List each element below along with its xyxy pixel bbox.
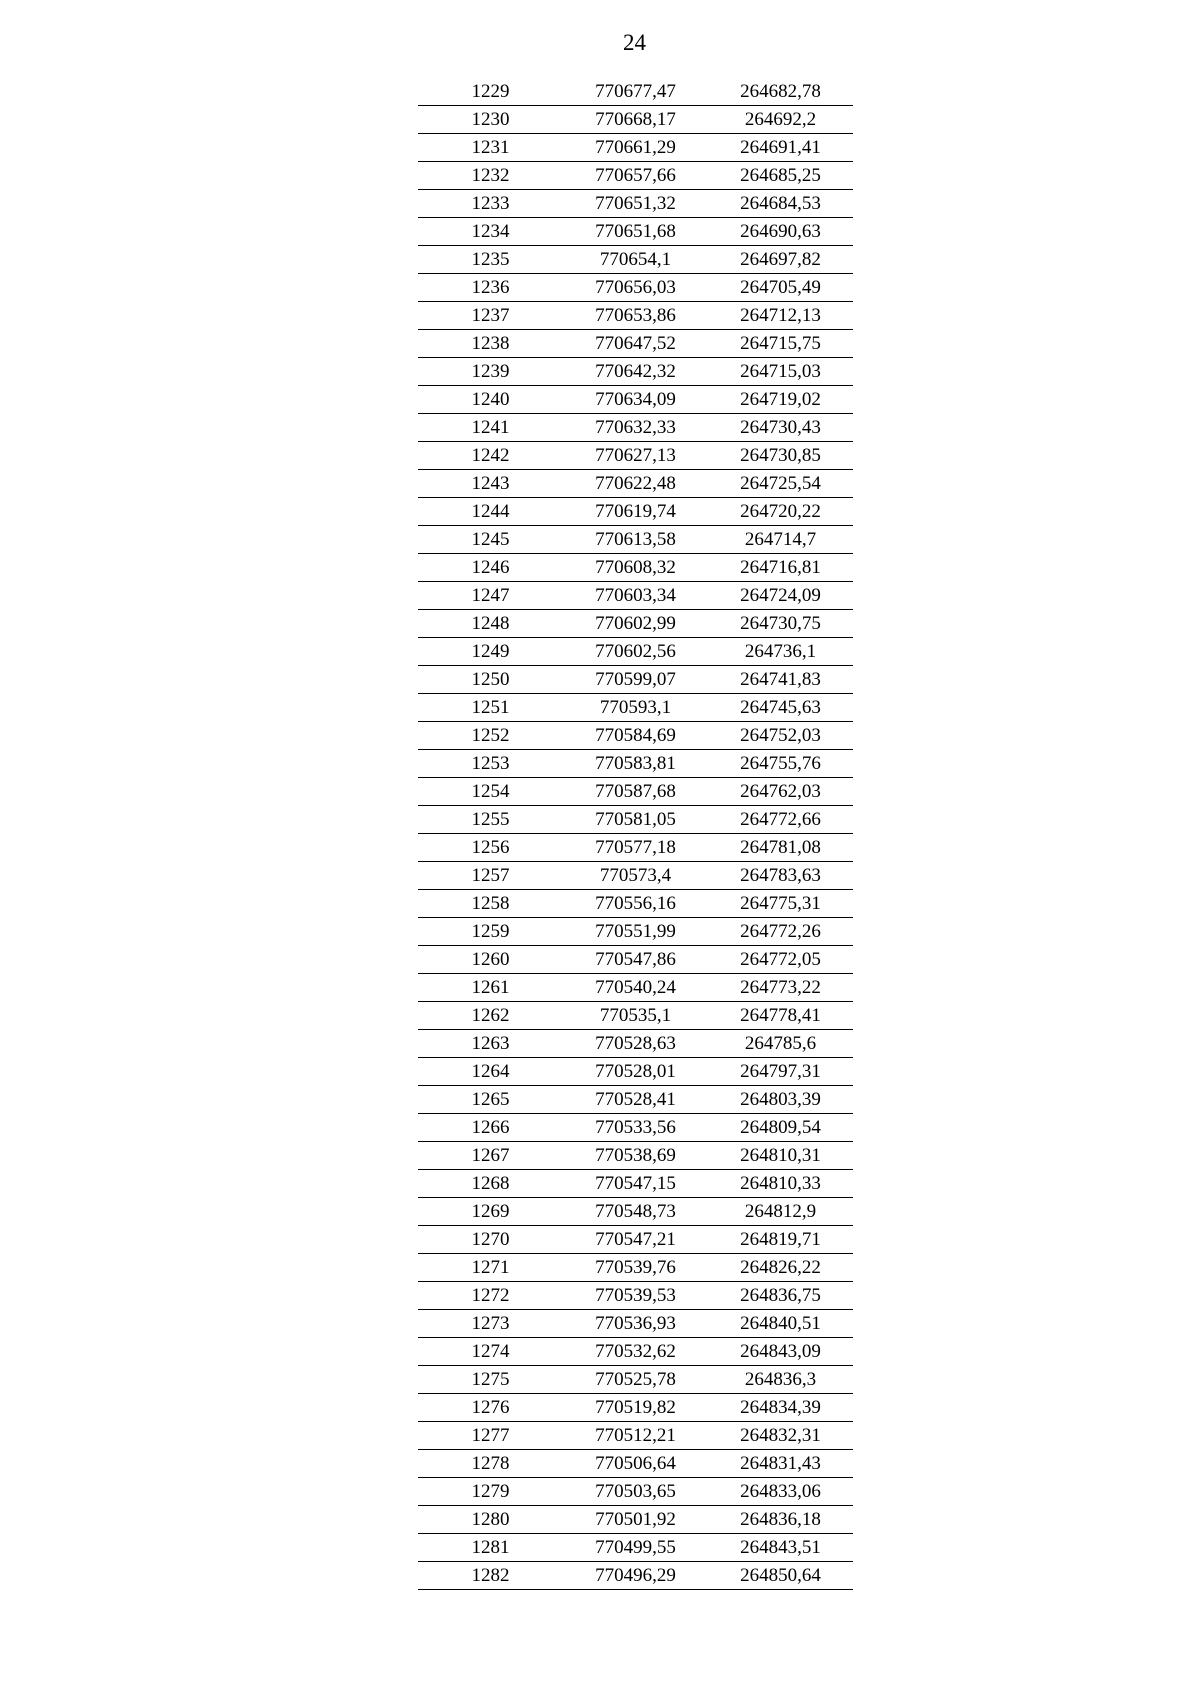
y-coordinate-cell: 264715,03 — [708, 358, 853, 386]
table-row — [418, 1338, 853, 1366]
coordinates-table — [418, 78, 853, 1590]
table-row — [418, 330, 853, 358]
x-coordinate-cell: 770556,16 — [563, 890, 708, 918]
x-coordinate-cell: 770654,1 — [563, 246, 708, 274]
x-coordinate-cell: 770627,13 — [563, 442, 708, 470]
table-row — [418, 610, 853, 638]
point-number-cell: 1260 — [418, 946, 563, 974]
point-number-cell: 1264 — [418, 1058, 563, 1086]
point-number-cell: 1240 — [418, 386, 563, 414]
table-row — [418, 1030, 853, 1058]
point-number-cell: 1268 — [418, 1170, 563, 1198]
y-coordinate-cell: 264833,06 — [708, 1478, 853, 1506]
x-coordinate-cell: 770647,52 — [563, 330, 708, 358]
point-number-cell: 1230 — [418, 106, 563, 134]
y-coordinate-cell: 264810,31 — [708, 1142, 853, 1170]
point-number-cell: 1235 — [418, 246, 563, 274]
point-number-cell: 1281 — [418, 1534, 563, 1562]
y-coordinate-cell: 264812,9 — [708, 1198, 853, 1226]
x-coordinate-cell: 770519,82 — [563, 1394, 708, 1422]
y-coordinate-cell: 264775,31 — [708, 890, 853, 918]
y-coordinate-cell: 264850,64 — [708, 1562, 853, 1590]
point-number-cell: 1272 — [418, 1282, 563, 1310]
table-row — [418, 1170, 853, 1198]
point-number-cell: 1233 — [418, 190, 563, 218]
point-number-cell: 1273 — [418, 1310, 563, 1338]
table-row — [418, 1282, 853, 1310]
y-coordinate-cell: 264725,54 — [708, 470, 853, 498]
table-row — [418, 974, 853, 1002]
x-coordinate-cell: 770651,68 — [563, 218, 708, 246]
point-number-cell: 1232 — [418, 162, 563, 190]
table-row — [418, 246, 853, 274]
table-row — [418, 834, 853, 862]
y-coordinate-cell: 264781,08 — [708, 834, 853, 862]
point-number-cell: 1277 — [418, 1422, 563, 1450]
x-coordinate-cell: 770577,18 — [563, 834, 708, 862]
y-coordinate-cell: 264719,02 — [708, 386, 853, 414]
point-number-cell: 1243 — [418, 470, 563, 498]
y-coordinate-cell: 264745,63 — [708, 694, 853, 722]
y-coordinate-cell: 264783,63 — [708, 862, 853, 890]
table-row — [418, 778, 853, 806]
table-row — [418, 218, 853, 246]
table-row — [418, 638, 853, 666]
x-coordinate-cell: 770501,92 — [563, 1506, 708, 1534]
x-coordinate-cell: 770528,63 — [563, 1030, 708, 1058]
y-coordinate-cell: 264692,2 — [708, 106, 853, 134]
x-coordinate-cell: 770547,15 — [563, 1170, 708, 1198]
x-coordinate-cell: 770593,1 — [563, 694, 708, 722]
y-coordinate-cell: 264772,05 — [708, 946, 853, 974]
y-coordinate-cell: 264724,09 — [708, 582, 853, 610]
point-number-cell: 1265 — [418, 1086, 563, 1114]
point-number-cell: 1248 — [418, 610, 563, 638]
table-row — [418, 498, 853, 526]
x-coordinate-cell: 770532,62 — [563, 1338, 708, 1366]
table-row — [418, 526, 853, 554]
table-row — [418, 1366, 853, 1394]
x-coordinate-cell: 770642,32 — [563, 358, 708, 386]
table-row — [418, 750, 853, 778]
point-number-cell: 1256 — [418, 834, 563, 862]
point-number-cell: 1276 — [418, 1394, 563, 1422]
point-number-cell: 1278 — [418, 1450, 563, 1478]
x-coordinate-cell: 770540,24 — [563, 974, 708, 1002]
table-row — [418, 666, 853, 694]
x-coordinate-cell: 770583,81 — [563, 750, 708, 778]
y-coordinate-cell: 264810,33 — [708, 1170, 853, 1198]
x-coordinate-cell: 770499,55 — [563, 1534, 708, 1562]
y-coordinate-cell: 264736,1 — [708, 638, 853, 666]
x-coordinate-cell: 770581,05 — [563, 806, 708, 834]
table-row — [418, 554, 853, 582]
point-number-cell: 1270 — [418, 1226, 563, 1254]
x-coordinate-cell: 770512,21 — [563, 1422, 708, 1450]
point-number-cell: 1231 — [418, 134, 563, 162]
x-coordinate-cell: 770613,58 — [563, 526, 708, 554]
x-coordinate-cell: 770603,34 — [563, 582, 708, 610]
table-row — [418, 386, 853, 414]
point-number-cell: 1253 — [418, 750, 563, 778]
x-coordinate-cell: 770506,64 — [563, 1450, 708, 1478]
x-coordinate-cell: 770536,93 — [563, 1310, 708, 1338]
y-coordinate-cell: 264803,39 — [708, 1086, 853, 1114]
y-coordinate-cell: 264685,25 — [708, 162, 853, 190]
table-row — [418, 274, 853, 302]
x-coordinate-cell: 770528,41 — [563, 1086, 708, 1114]
table-row — [418, 1002, 853, 1030]
y-coordinate-cell: 264690,63 — [708, 218, 853, 246]
y-coordinate-cell: 264730,43 — [708, 414, 853, 442]
x-coordinate-cell: 770496,29 — [563, 1562, 708, 1590]
x-coordinate-cell: 770547,21 — [563, 1226, 708, 1254]
point-number-cell: 1261 — [418, 974, 563, 1002]
point-number-cell: 1244 — [418, 498, 563, 526]
point-number-cell: 1245 — [418, 526, 563, 554]
point-number-cell: 1234 — [418, 218, 563, 246]
y-coordinate-cell: 264684,53 — [708, 190, 853, 218]
point-number-cell: 1263 — [418, 1030, 563, 1058]
x-coordinate-cell: 770533,56 — [563, 1114, 708, 1142]
x-coordinate-cell: 770619,74 — [563, 498, 708, 526]
table-row — [418, 470, 853, 498]
table-row — [418, 722, 853, 750]
y-coordinate-cell: 264834,39 — [708, 1394, 853, 1422]
table-row — [418, 1478, 853, 1506]
x-coordinate-cell: 770651,32 — [563, 190, 708, 218]
table-row — [418, 442, 853, 470]
point-number-cell: 1242 — [418, 442, 563, 470]
y-coordinate-cell: 264831,43 — [708, 1450, 853, 1478]
table-row — [418, 862, 853, 890]
table-row — [418, 78, 853, 106]
table-row — [418, 1254, 853, 1282]
point-number-cell: 1259 — [418, 918, 563, 946]
x-coordinate-cell: 770573,4 — [563, 862, 708, 890]
point-number-cell: 1237 — [418, 302, 563, 330]
y-coordinate-cell: 264752,03 — [708, 722, 853, 750]
y-coordinate-cell: 264705,49 — [708, 274, 853, 302]
y-coordinate-cell: 264843,09 — [708, 1338, 853, 1366]
point-number-cell: 1254 — [418, 778, 563, 806]
point-number-cell: 1258 — [418, 890, 563, 918]
point-number-cell: 1238 — [418, 330, 563, 358]
y-coordinate-cell: 264832,31 — [708, 1422, 853, 1450]
point-number-cell: 1250 — [418, 666, 563, 694]
y-coordinate-cell: 264778,41 — [708, 1002, 853, 1030]
table-row — [418, 946, 853, 974]
point-number-cell: 1267 — [418, 1142, 563, 1170]
point-number-cell: 1236 — [418, 274, 563, 302]
y-coordinate-cell: 264836,3 — [708, 1366, 853, 1394]
point-number-cell: 1282 — [418, 1562, 563, 1590]
y-coordinate-cell: 264809,54 — [708, 1114, 853, 1142]
table-row — [418, 358, 853, 386]
table-row — [418, 1506, 853, 1534]
x-coordinate-cell: 770551,99 — [563, 918, 708, 946]
x-coordinate-cell: 770535,1 — [563, 1002, 708, 1030]
y-coordinate-cell: 264762,03 — [708, 778, 853, 806]
x-coordinate-cell: 770661,29 — [563, 134, 708, 162]
x-coordinate-cell: 770538,69 — [563, 1142, 708, 1170]
point-number-cell: 1280 — [418, 1506, 563, 1534]
point-number-cell: 1247 — [418, 582, 563, 610]
table-row — [418, 162, 853, 190]
point-number-cell: 1279 — [418, 1478, 563, 1506]
point-number-cell: 1252 — [418, 722, 563, 750]
x-coordinate-cell: 770525,78 — [563, 1366, 708, 1394]
x-coordinate-cell: 770548,73 — [563, 1198, 708, 1226]
coordinates-table-body — [418, 78, 853, 1590]
table-row — [418, 694, 853, 722]
point-number-cell: 1274 — [418, 1338, 563, 1366]
page-number: 24 — [623, 30, 646, 55]
x-coordinate-cell: 770608,32 — [563, 554, 708, 582]
table-row — [418, 414, 853, 442]
x-coordinate-cell: 770602,56 — [563, 638, 708, 666]
table-row — [418, 890, 853, 918]
x-coordinate-cell: 770587,68 — [563, 778, 708, 806]
y-coordinate-cell: 264697,82 — [708, 246, 853, 274]
x-coordinate-cell: 770584,69 — [563, 722, 708, 750]
table-row — [418, 1562, 853, 1590]
point-number-cell: 1275 — [418, 1366, 563, 1394]
y-coordinate-cell: 264682,78 — [708, 78, 853, 106]
y-coordinate-cell: 264785,6 — [708, 1030, 853, 1058]
point-number-cell: 1239 — [418, 358, 563, 386]
table-row — [418, 1310, 853, 1338]
x-coordinate-cell: 770599,07 — [563, 666, 708, 694]
y-coordinate-cell: 264715,75 — [708, 330, 853, 358]
y-coordinate-cell: 264819,71 — [708, 1226, 853, 1254]
x-coordinate-cell: 770632,33 — [563, 414, 708, 442]
x-coordinate-cell: 770539,76 — [563, 1254, 708, 1282]
table-row — [418, 1198, 853, 1226]
table-row — [418, 190, 853, 218]
y-coordinate-cell: 264843,51 — [708, 1534, 853, 1562]
y-coordinate-cell: 264716,81 — [708, 554, 853, 582]
y-coordinate-cell: 264836,18 — [708, 1506, 853, 1534]
x-coordinate-cell: 770634,09 — [563, 386, 708, 414]
point-number-cell: 1271 — [418, 1254, 563, 1282]
table-row — [418, 1226, 853, 1254]
point-number-cell: 1241 — [418, 414, 563, 442]
x-coordinate-cell: 770528,01 — [563, 1058, 708, 1086]
y-coordinate-cell: 264773,22 — [708, 974, 853, 1002]
table-row — [418, 1086, 853, 1114]
point-number-cell: 1251 — [418, 694, 563, 722]
table-row — [418, 1422, 853, 1450]
table-row — [418, 806, 853, 834]
x-coordinate-cell: 770656,03 — [563, 274, 708, 302]
y-coordinate-cell: 264840,51 — [708, 1310, 853, 1338]
point-number-cell: 1257 — [418, 862, 563, 890]
table-row — [418, 1534, 853, 1562]
y-coordinate-cell: 264772,66 — [708, 806, 853, 834]
table-row — [418, 918, 853, 946]
x-coordinate-cell: 770622,48 — [563, 470, 708, 498]
x-coordinate-cell: 770677,47 — [563, 78, 708, 106]
y-coordinate-cell: 264714,7 — [708, 526, 853, 554]
x-coordinate-cell: 770653,86 — [563, 302, 708, 330]
y-coordinate-cell: 264691,41 — [708, 134, 853, 162]
x-coordinate-cell: 770657,66 — [563, 162, 708, 190]
x-coordinate-cell: 770547,86 — [563, 946, 708, 974]
y-coordinate-cell: 264826,22 — [708, 1254, 853, 1282]
y-coordinate-cell: 264836,75 — [708, 1282, 853, 1310]
table-row — [418, 134, 853, 162]
point-number-cell: 1255 — [418, 806, 563, 834]
x-coordinate-cell: 770668,17 — [563, 106, 708, 134]
table-row — [418, 106, 853, 134]
y-coordinate-cell: 264730,75 — [708, 610, 853, 638]
table-row — [418, 582, 853, 610]
point-number-cell: 1262 — [418, 1002, 563, 1030]
table-row — [418, 1394, 853, 1422]
point-number-cell: 1229 — [418, 78, 563, 106]
point-number-cell: 1246 — [418, 554, 563, 582]
x-coordinate-cell: 770503,65 — [563, 1478, 708, 1506]
y-coordinate-cell: 264797,31 — [708, 1058, 853, 1086]
table-row — [418, 1142, 853, 1170]
table-row — [418, 1058, 853, 1086]
y-coordinate-cell: 264720,22 — [708, 498, 853, 526]
y-coordinate-cell: 264755,76 — [708, 750, 853, 778]
y-coordinate-cell: 264712,13 — [708, 302, 853, 330]
y-coordinate-cell: 264730,85 — [708, 442, 853, 470]
table-row — [418, 1450, 853, 1478]
x-coordinate-cell: 770539,53 — [563, 1282, 708, 1310]
y-coordinate-cell: 264772,26 — [708, 918, 853, 946]
point-number-cell: 1269 — [418, 1198, 563, 1226]
point-number-cell: 1266 — [418, 1114, 563, 1142]
point-number-cell: 1249 — [418, 638, 563, 666]
x-coordinate-cell: 770602,99 — [563, 610, 708, 638]
table-row — [418, 1114, 853, 1142]
table-row — [418, 302, 853, 330]
y-coordinate-cell: 264741,83 — [708, 666, 853, 694]
